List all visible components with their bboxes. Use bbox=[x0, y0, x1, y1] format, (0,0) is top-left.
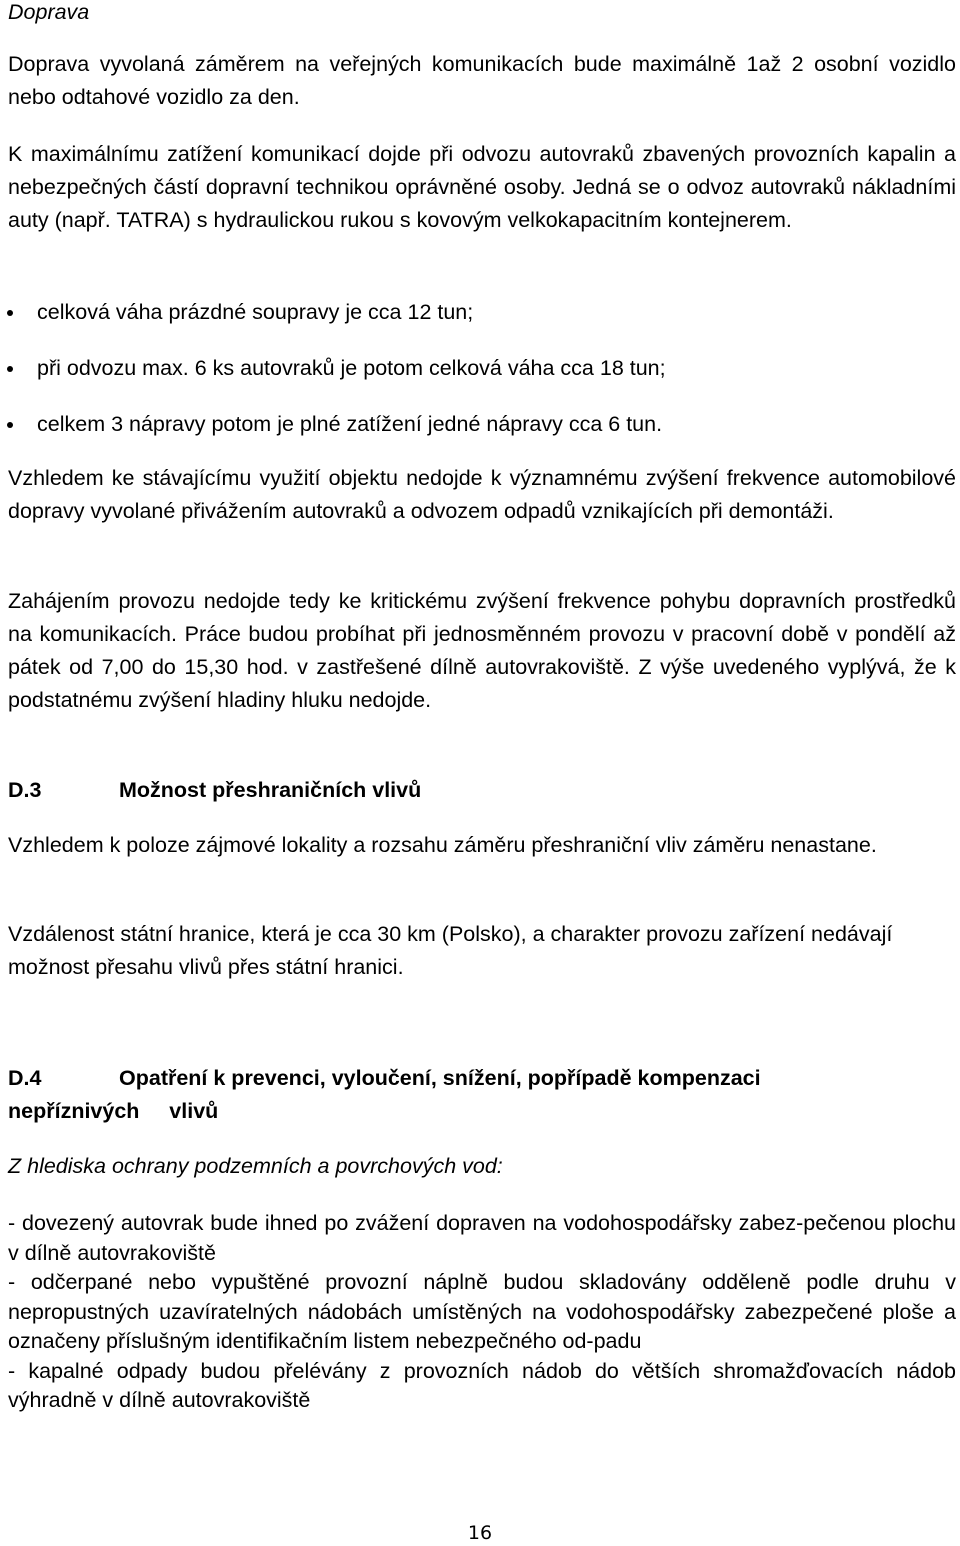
water-subheading-block bbox=[8, 1150, 956, 1183]
bullet-dot-icon bbox=[7, 366, 13, 372]
section-d4-number: D.4 bbox=[8, 1066, 42, 1090]
section-d4-title-line1: Opatření k prevenci, vyloučení, snížení, popřípadě kompenzaci bbox=[119, 1066, 761, 1090]
border-paragraph-block bbox=[8, 918, 956, 984]
section-title: Doprava bbox=[8, 0, 90, 24]
bullet-list bbox=[8, 296, 956, 464]
load-paragraph: K maximálnímu zatížení komunikací dojde při odvozu autovraků zbavených provozních kapalin a nebezpečných částí dopravní technikou oprávněné osoby. Jedná se o odvoz autovraků nákladními auty (např. TATRA) s hydraulickou rukou s kovovým velkokapacitním kontejnerem. bbox=[8, 142, 956, 232]
section-d3-heading bbox=[8, 774, 956, 807]
water-measure-item: - dovezený autovrak bude ihned po zvážení dopraven na vodohospodářsky zabez-pečenou plochu v dílně autovrakoviště bbox=[8, 1211, 956, 1265]
water-subheading: Z hlediska ochrany podzemních a povrchových vod: bbox=[8, 1154, 503, 1178]
location-paragraph-block bbox=[8, 829, 956, 862]
section-d4-title-line2: nepříznivých vlivů bbox=[8, 1099, 219, 1123]
operation-paragraph: Zahájením provozu nedojde tedy ke kritickému zvýšení frekvence pohybu dopravních prostředků na komunikacích. Práce budou probíhat při jednosměnném provozu v pracovní době v pondělí až pátek od 7,00 do 15,30 hod. v zastřešené dílně autovrakoviště. Z výše uvedeného vyplývá, že k podstatnému zvýšení hladiny hluku nedojde. bbox=[8, 589, 956, 712]
location-paragraph: Vzhledem k poloze zájmové lokality a rozsahu záměru přeshraniční vliv záměru nenastane. bbox=[8, 833, 877, 857]
bullet-text: celková váha prázdné soupravy je cca 12 tun; bbox=[37, 300, 474, 324]
section-title-block bbox=[8, 0, 956, 24]
intro-paragraph: Doprava vyvolaná záměrem na veřejných komunikacích bude maximálně 1až 2 osobní vozidlo nebo odtahové vozidlo za den. bbox=[8, 52, 956, 109]
bullet-item bbox=[8, 296, 956, 352]
load-paragraph-block bbox=[8, 138, 956, 237]
water-measure-item: - kapalné odpady budou přelévány z provozních nádob do větších shromažďovacích nádob výhradně v dílně autovrakoviště bbox=[8, 1358, 956, 1412]
section-d4-heading bbox=[8, 1062, 956, 1128]
bullet-item bbox=[8, 408, 956, 464]
frequency-paragraph-block bbox=[8, 462, 956, 528]
border-paragraph: Vzdálenost státní hranice, která je cca 30 km (Polsko), a charakter provozu zařízení nedávají možnost přesahu vlivů přes státní hranici. bbox=[8, 922, 893, 979]
page-number: 16 bbox=[467, 1522, 493, 1544]
frequency-paragraph: Vzhledem ke stávajícímu využití objektu nedojde k významnému zvýšení frekvence automobilové dopravy vyvolané přivážením autovraků a odvozem odpadů vznikajících při demontáži. bbox=[8, 466, 956, 523]
bullet-dot-icon bbox=[7, 310, 13, 316]
bullet-list-block bbox=[8, 296, 956, 464]
bullet-text: celkem 3 nápravy potom je plné zatížení jedné nápravy cca 6 tun. bbox=[37, 412, 663, 436]
water-measures-list bbox=[8, 1209, 956, 1416]
operation-paragraph-block bbox=[8, 585, 956, 717]
section-d3-title: Možnost přeshraničních vlivů bbox=[119, 778, 422, 802]
bullet-dot-icon bbox=[7, 422, 13, 428]
water-measure-item: - odčerpané nebo vypuštěné provozní náplně budou skladovány odděleně podle druhu v nepropustných uzavíratelných nádobách umístěných na vodohospodářsky zabezpečené ploše a označeny příslušným identifikačním listem nebezpečného od-padu bbox=[8, 1270, 956, 1353]
intro-paragraph-block bbox=[8, 48, 956, 114]
bullet-text: při odvozu max. 6 ks autovraků je potom celková váha cca 18 tun; bbox=[37, 356, 666, 380]
section-d3-number: D.3 bbox=[8, 778, 42, 802]
bullet-item bbox=[8, 352, 956, 408]
